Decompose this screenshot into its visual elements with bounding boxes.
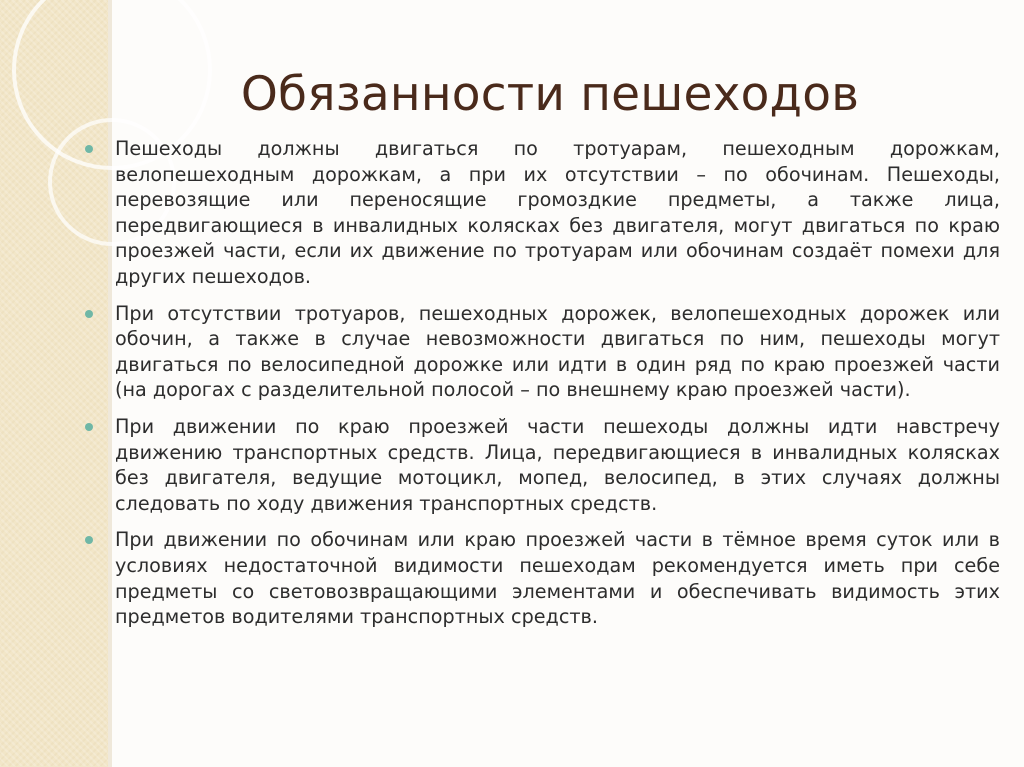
page-title: Обязанности пешеходов [240,67,860,122]
bullet-list [82,136,1000,641]
list-item-text: При движении по обочинам или краю проезжей части в тёмное время суток или в условиях недостаточной видимости пешеходам рекомендуется иметь при себе предметы со световозвращающими элементами и обеспечивать видимость этих предметов водителями транспортных средств. [115,528,1000,629]
list-item-text: При движении по краю проезжей части пешеходы должны идти навстречу движению транспортных средств. Лица, передвигающиеся в инвалидных колясках без двигателя, ведущие мотоцикл, мопед, велосипед, в этих случаях должны следовать по ходу движения транспортных средств. [115,414,1000,515]
bullet-icon [85,145,93,153]
bullet-icon [85,310,93,318]
list-item [82,136,1000,290]
bullet-icon [85,423,93,431]
list-item [82,527,1000,629]
list-item [82,301,1000,403]
bullet-icon [85,536,93,544]
list-item [82,414,1000,516]
list-item-text: При отсутствии тротуаров, пешеходных дорожек, велопешеходных дорожек или обочин, а также в случае невозможности двигаться по ним, пешеходы могут двигаться по велосипедной дорожке или идти в один ряд по краю проезжей части (на дорогах с разделительной полосой – по внешнему краю проезжей части). [115,301,1000,402]
list-item-text: Пешеходы должны двигаться по тротуарам, пешеходным дорожкам, велопешеходным дорожкам, а при их отсутствии – по обочинам. Пешеходы, перевозящие или переносящие громоздкие предметы, а также лица, передвигающиеся в инвалидных колясках без двигателя, могут двигаться по краю проезжей части, если их движение по тротуарам или обочинам создаёт помехи для других пешеходов. [115,137,1000,288]
